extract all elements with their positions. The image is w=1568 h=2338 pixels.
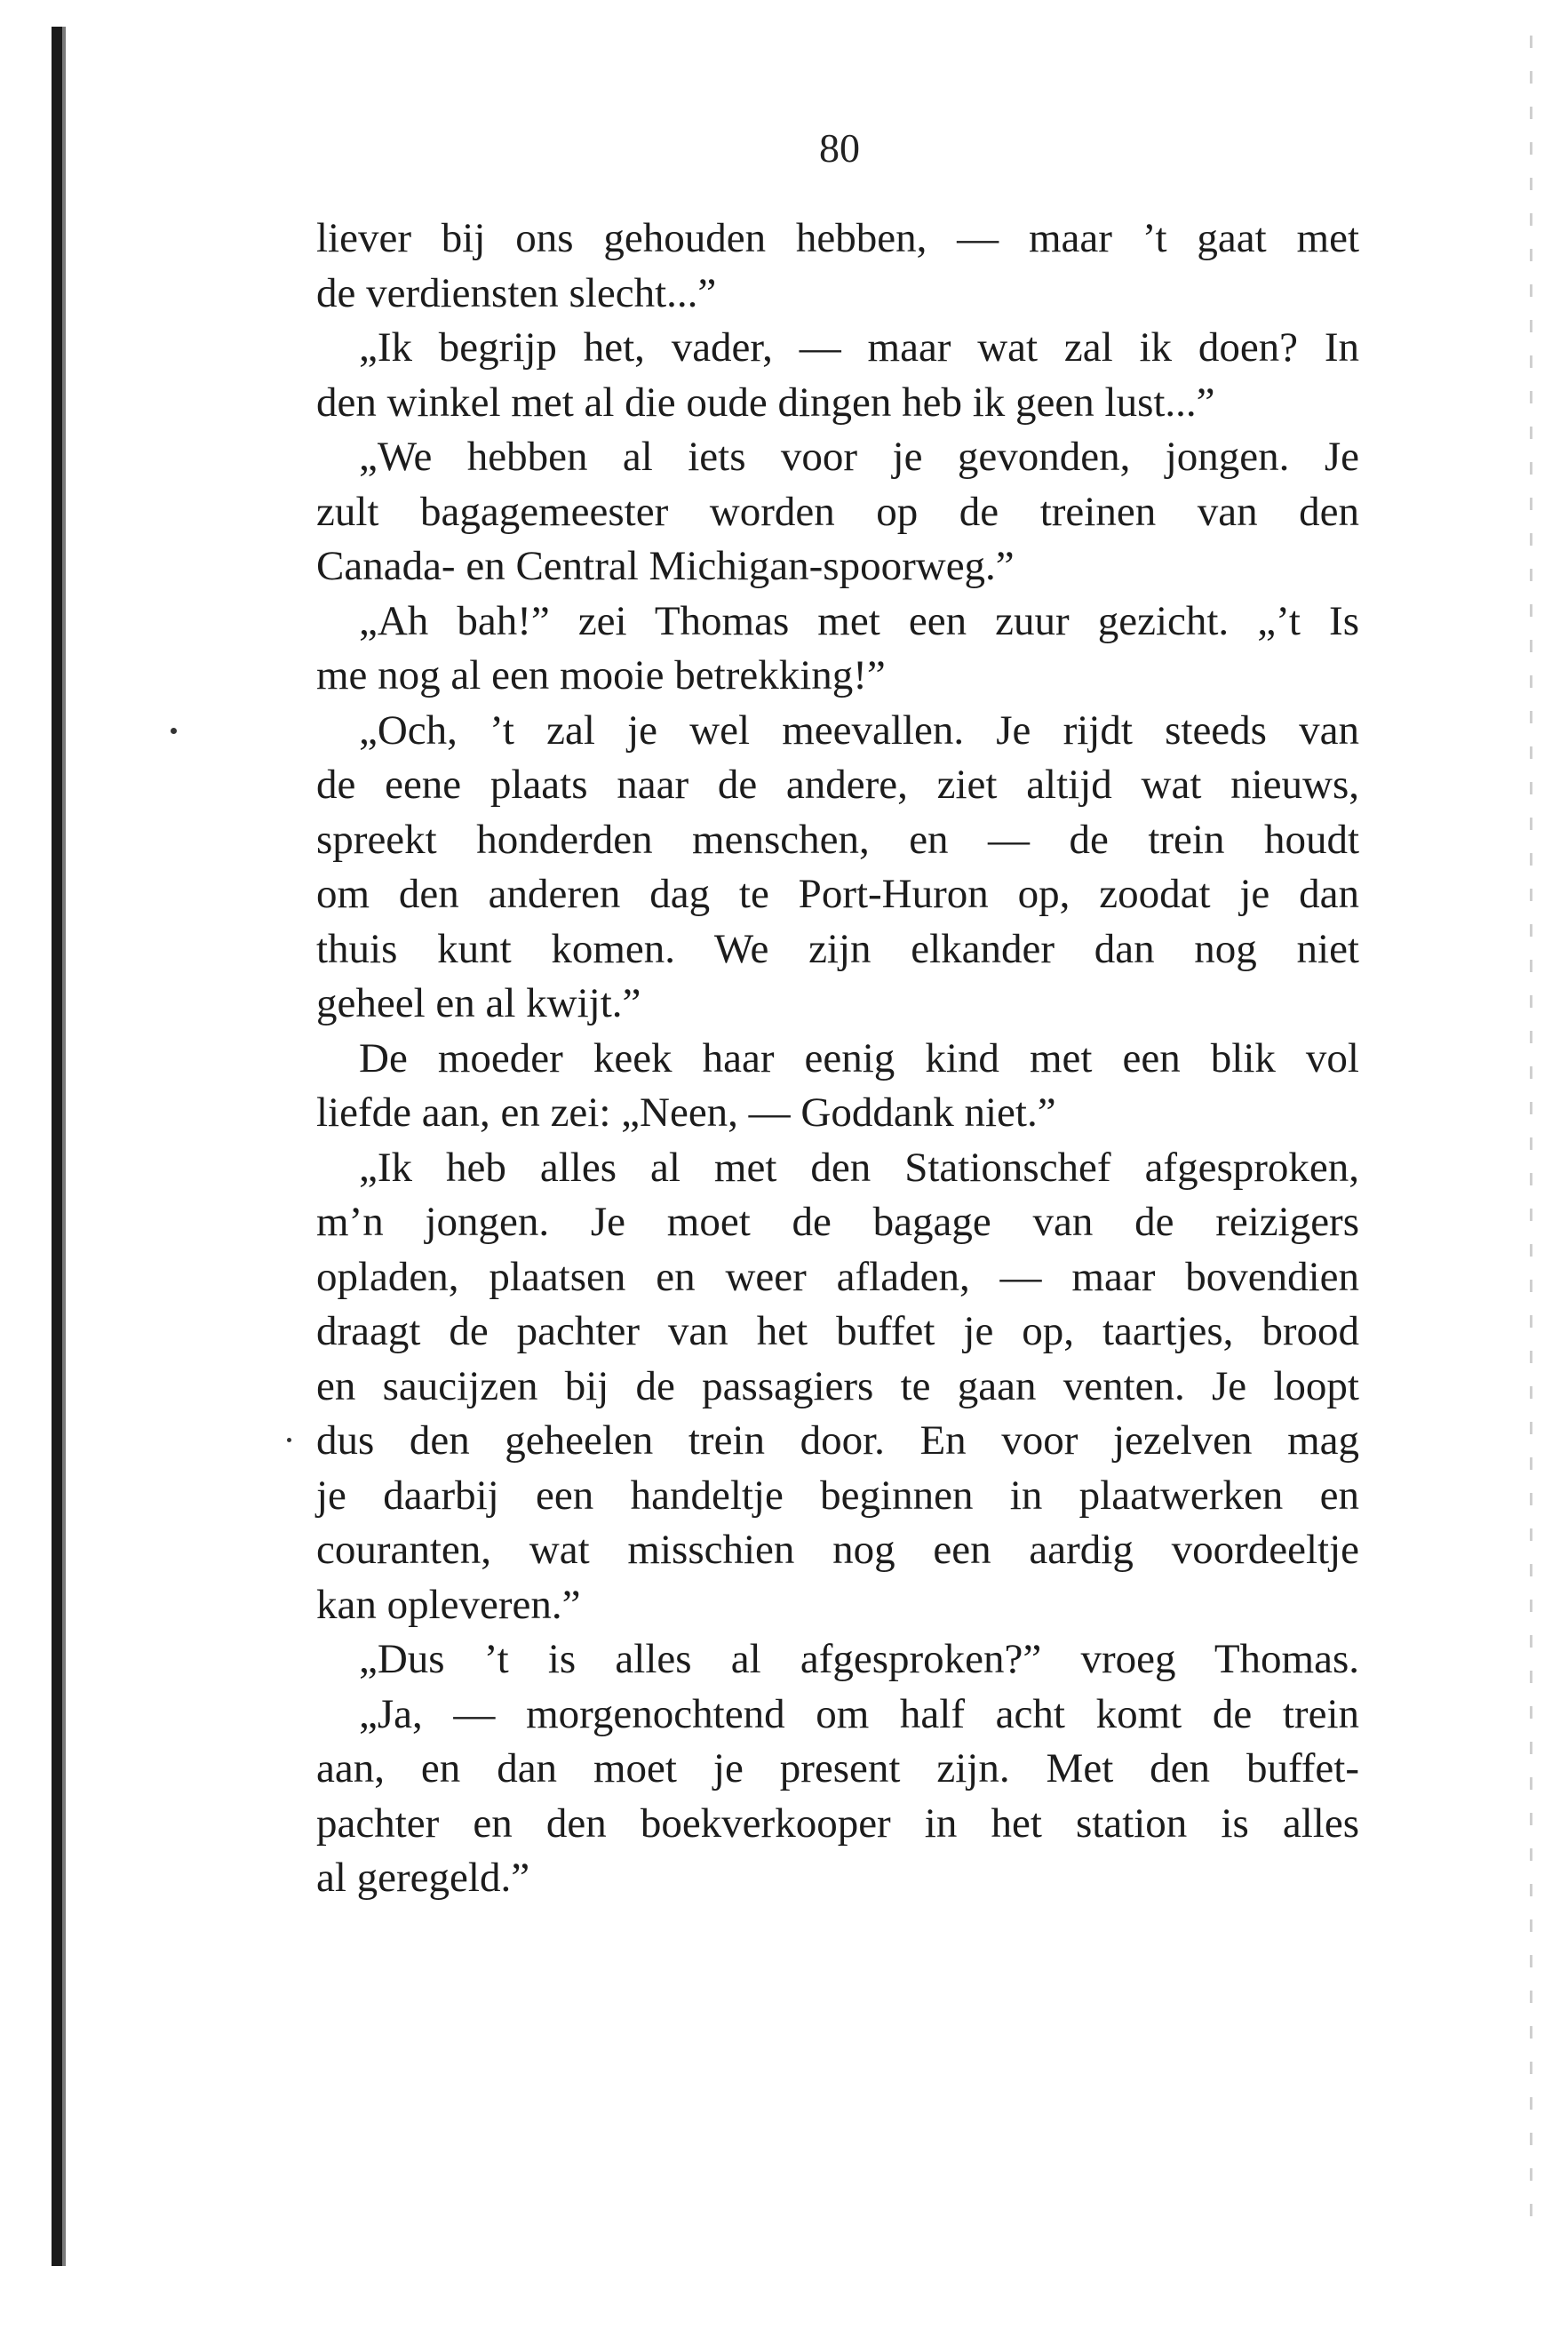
- text-line: Canada- en Central Michigan-spoorweg.”: [316, 543, 1015, 589]
- binding-edge: [52, 27, 62, 2266]
- text-line: „Ja, — morgenochtend om half acht komt de trein: [359, 1690, 1359, 1737]
- text-line: kan opleveren.”: [316, 1581, 581, 1628]
- text-line: en saucijzen bij de passagiers te gaan venten. Je loopt: [316, 1362, 1359, 1409]
- text-line: „Och, ’t zal je wel meevallen. Je rijdt steeds van: [359, 706, 1359, 754]
- text-line: de eene plaats naar de andere, ziet altijd wat nieuws,: [316, 762, 1359, 808]
- text-line: aan, en dan moet je present zijn. Met den buffet-: [316, 1745, 1359, 1791]
- text-line: om den anderen dag te Port-Huron op, zoodat je dan: [316, 871, 1359, 917]
- text-line: opladen, plaatsen en weer afladen, — maar bovendien: [316, 1253, 1359, 1300]
- page-right-edge: [1530, 36, 1532, 2222]
- text-line: de verdiensten slecht...”: [316, 269, 717, 316]
- text-line: al geregeld.”: [316, 1855, 530, 1901]
- page-body-text: [316, 211, 1359, 1906]
- text-line: dus den geheelen trein door. En voor jezelven mag: [316, 1417, 1359, 1464]
- text-line: thuis kunt komen. We zijn elkander dan nog niet: [316, 925, 1359, 972]
- text-line: couranten, wat misschien nog een aardig voordeeltje: [316, 1527, 1359, 1573]
- text-line: „Ik begrijp het, vader, — maar wat zal ik doen? In: [359, 324, 1359, 371]
- text-line: spreekt honderden menschen, en — de trein houdt: [316, 816, 1359, 863]
- text-line: „Dus ’t is alles al afgesproken?” vroeg Thomas.: [359, 1636, 1359, 1682]
- text-line: geheel en al kwijt.”: [316, 980, 641, 1026]
- text-line: den winkel met al die oude dingen heb ik geen lust...”: [316, 379, 1215, 426]
- text-line: De moeder keek haar eenig kind met een blik vol: [359, 1034, 1359, 1081]
- text-line: zult bagagemeester worden op de treinen van den: [316, 488, 1359, 535]
- text-line: m’n jongen. Je moet de bagage van de reizigers: [316, 1199, 1359, 1245]
- text-line: liever bij ons gehouden hebben, — maar ’t gaat met: [316, 215, 1359, 261]
- text-line: „We hebben al iets voor je gevonden, jongen. Je: [359, 434, 1359, 480]
- text-line: draagt de pachter van het buffet je op, taartjes, brood: [316, 1308, 1359, 1354]
- text-line: me nog al een mooie betrekking!”: [316, 652, 886, 698]
- margin-mark: [287, 1438, 291, 1442]
- text-line: „Ik heb alles al met den Stationschef afgesproken,: [359, 1144, 1359, 1191]
- margin-mark: [171, 728, 177, 734]
- text-line: liefde aan, en zei: „Neen, — Goddank niet.”: [316, 1089, 1056, 1136]
- text-line: je daarbij een handeltje beginnen in plaatwerken en: [316, 1472, 1359, 1519]
- text-line: „Ah bah!” zei Thomas met een zuur gezicht. „’t Is: [359, 597, 1359, 644]
- text-line: pachter en den boekverkooper in het station is alles: [316, 1799, 1359, 1847]
- page-number: 80: [819, 125, 860, 171]
- binding-edge-shadow: [62, 27, 66, 2266]
